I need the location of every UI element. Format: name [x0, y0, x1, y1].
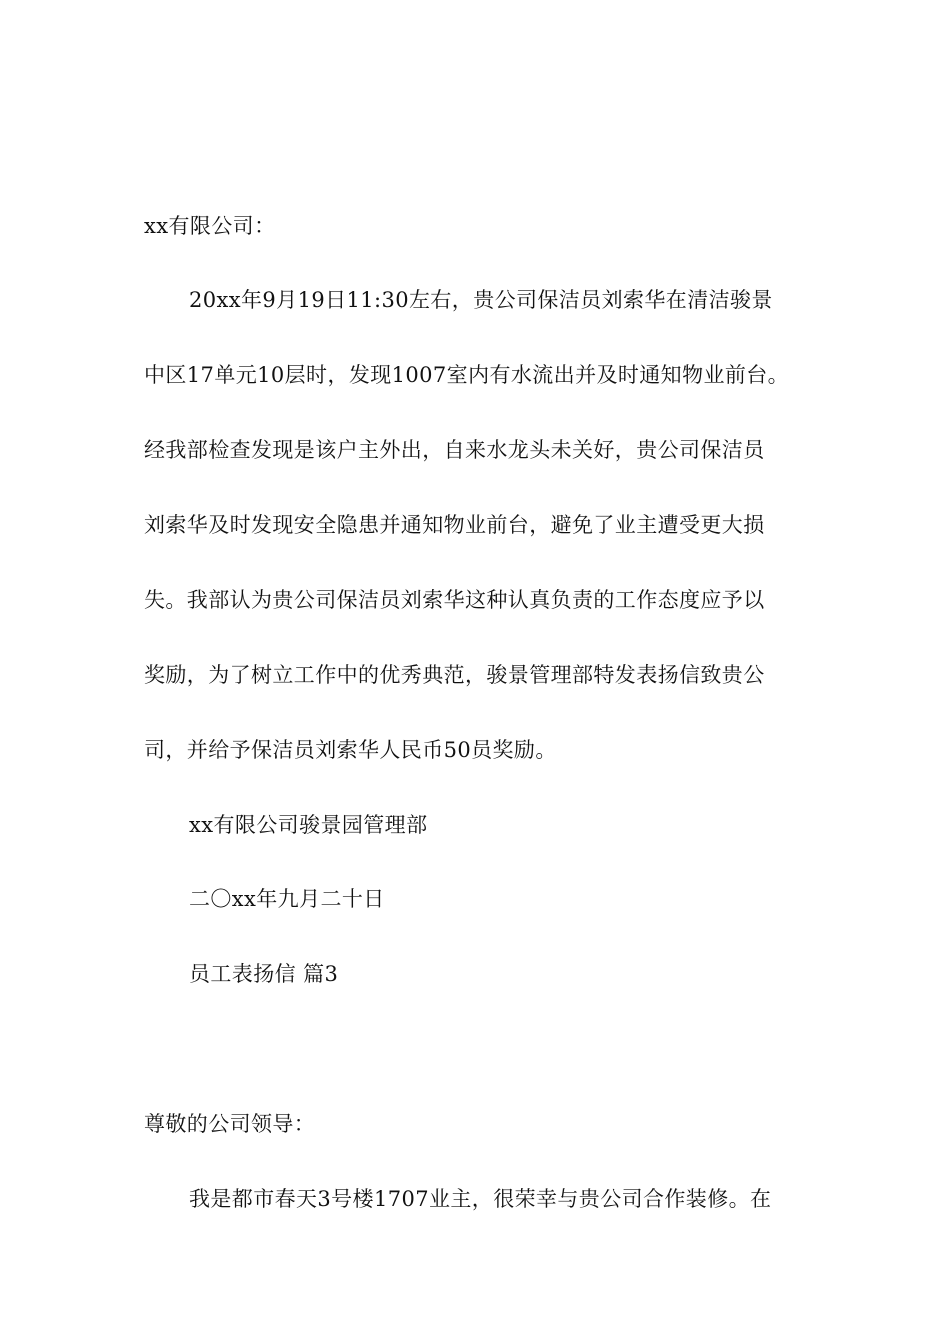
paragraph-line: 20xx年9月19日11:30左右，贵公司保洁员刘索华在清洁骏景	[189, 288, 773, 312]
salutation-line: 尊敬的公司领导：	[144, 1112, 316, 1136]
signature-line: xx有限公司骏景园管理部	[189, 813, 428, 837]
date-line: 二〇xx年九月二十日	[189, 887, 385, 911]
salutation-line: xx有限公司：	[144, 214, 276, 238]
section-heading: 员工表扬信 篇3	[189, 962, 339, 986]
paragraph-line: 我是都市春天3号楼1707业主，很荣幸与贵公司合作装修。在	[189, 1187, 772, 1211]
paragraph-line: 中区17单元10层时，发现1007室内有水流出并及时通知物业前台。	[144, 363, 790, 387]
paragraph-line: 司，并给予保洁员刘索华人民币50员奖励。	[144, 738, 557, 762]
paragraph-line: 经我部检查发现是该户主外出，自来水龙头未关好，贵公司保洁员	[144, 438, 765, 462]
paragraph-line: 刘索华及时发现安全隐患并通知物业前台，避免了业主遭受更大损	[144, 513, 765, 537]
paragraph-line: 奖励，为了树立工作中的优秀典范，骏景管理部特发表扬信致贵公	[144, 663, 765, 687]
paragraph-line: 失。我部认为贵公司保洁员刘索华这种认真负责的工作态度应予以	[144, 588, 765, 612]
